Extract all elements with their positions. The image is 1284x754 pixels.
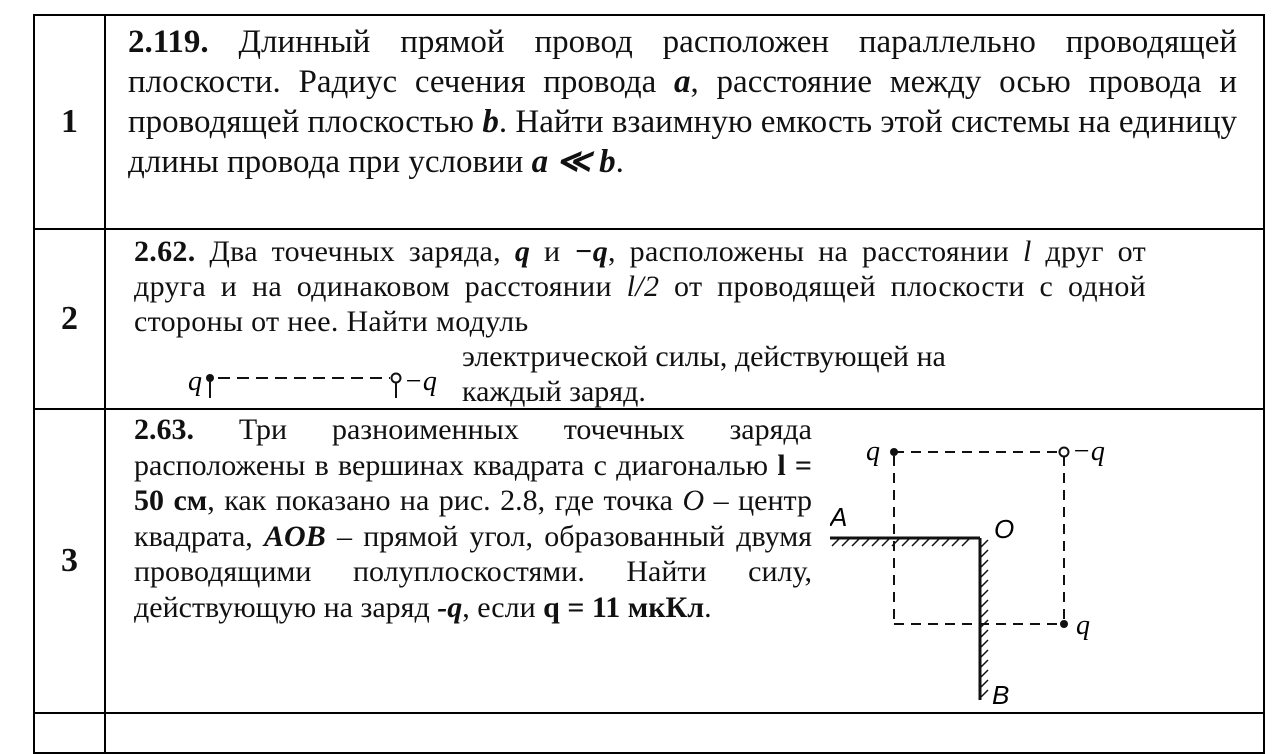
charge-q-label: q xyxy=(188,366,202,397)
row-number: 1 xyxy=(34,15,105,229)
text-part: Два точечных заряда, xyxy=(195,235,515,268)
given-value: q = 11 мкКл xyxy=(543,590,705,624)
text-part: . Найти взаимную емкость этой системы на единицу длины провода при условии xyxy=(128,104,1237,180)
charge-minus-q-label: −q xyxy=(1072,436,1105,467)
text-part: и xyxy=(530,235,575,268)
two-charges-figure xyxy=(184,362,454,402)
var-minus-q: −q xyxy=(574,235,608,268)
text-part: , если xyxy=(462,590,544,624)
problem-cell xyxy=(105,409,1264,713)
problem-text xyxy=(128,22,1237,182)
var-l-half: l/2 xyxy=(626,270,660,303)
var-b: b xyxy=(482,104,499,140)
charge-q-right-label: q xyxy=(1076,610,1090,641)
charge-minus-q-dot xyxy=(392,374,401,383)
row-number-empty xyxy=(34,713,105,753)
var-l: l xyxy=(1022,235,1032,268)
problem-cell xyxy=(105,229,1264,409)
problem-text xyxy=(134,412,812,625)
problem-cell xyxy=(105,15,1264,229)
point-O-label: O xyxy=(994,514,1015,544)
text-part: друг от друга и на одинаковом расстоянии xyxy=(134,235,1146,303)
text-part: – прямой угол, образованный двумя проводящими полуплоскостями. Найти силу, действующую на заряд xyxy=(134,519,812,624)
problem-text-tail: электрической силы, действующей на xyxy=(462,340,946,373)
problems-table xyxy=(33,14,1265,754)
problem-text-tail: каждый заряд. xyxy=(462,375,646,408)
text-part: Три разноименных точечных заряда расположены в вершинах квадрата с диагональю xyxy=(134,413,812,482)
table-row xyxy=(34,229,1264,409)
var-minus-q: -q xyxy=(437,590,463,624)
charge-minus-q-label: −q xyxy=(404,366,437,397)
problem-text xyxy=(134,234,1146,339)
text-end: . xyxy=(615,144,624,180)
row-number: 3 xyxy=(34,409,105,713)
var-q: q xyxy=(514,235,531,268)
problem-id: 2.63. xyxy=(134,413,194,446)
var-AOB: AOB xyxy=(264,519,326,553)
charge-q-top-label: q xyxy=(866,436,880,467)
text-part: от проводящей плоскости с одной стороны от нее. Найти модуль xyxy=(134,270,1146,338)
table-row xyxy=(34,713,1264,753)
text-part: , как показано на рис. 2.8, где точка xyxy=(207,484,683,517)
charge-q-top-dot xyxy=(890,448,898,456)
row-number: 2 xyxy=(34,229,105,409)
text-end: . xyxy=(704,590,712,624)
charge-q-right-dot xyxy=(1060,620,1068,628)
point-B-label: B xyxy=(992,680,1010,708)
problem-id: 2.119. xyxy=(128,24,209,60)
text-part: , расположены на расстоянии xyxy=(608,235,1023,268)
text-part: , расстояние между осью провода и проводящей плоскостью xyxy=(128,64,1237,140)
table-row xyxy=(34,15,1264,229)
var-a: a xyxy=(674,64,691,100)
problem-id: 2.62. xyxy=(134,235,196,268)
square-charges-figure xyxy=(830,428,1130,708)
diagonal-value: l = 50 см xyxy=(134,448,813,517)
table-row xyxy=(34,409,1264,713)
charge-minus-q-dot xyxy=(1060,448,1069,457)
var-O: O xyxy=(682,484,705,517)
problem-cell-empty xyxy=(105,713,1264,753)
text-part: – центр квадрата, xyxy=(134,484,812,553)
point-A-label: A xyxy=(830,502,848,532)
condition: a ≪ b xyxy=(531,144,616,180)
text-part: Длинный прямой провод расположен параллельно проводящей плоскости. Радиус сечения провода xyxy=(128,24,1237,100)
